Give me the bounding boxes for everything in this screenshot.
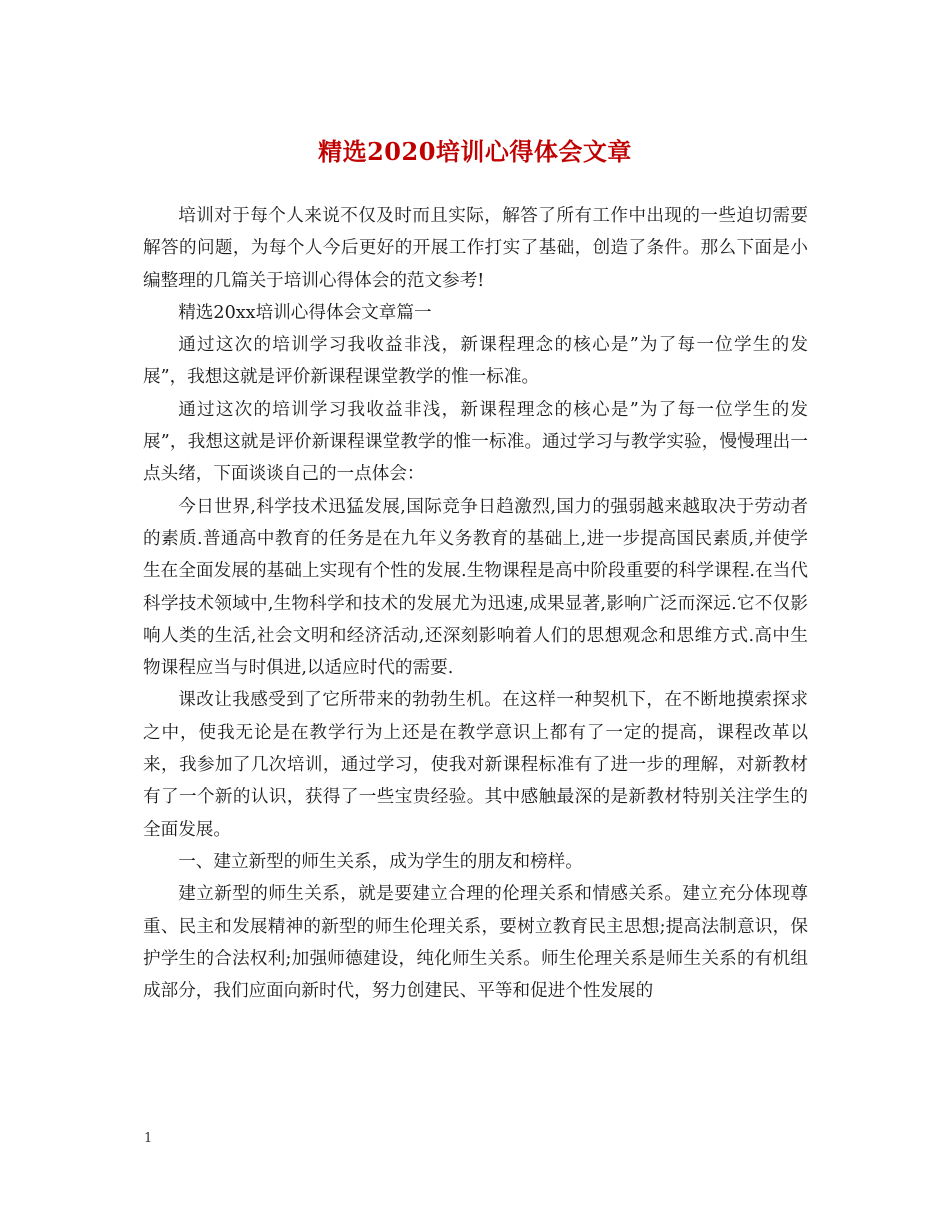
- page-number: 1: [144, 1131, 153, 1146]
- paragraph-intro: 培训对于每个人来说不仅及时而且实际，解答了所有工作中出现的一些迫切需要解答的问题，为每个人今后更好的开展工作打实了基础，创造了条件。那么下面是小编整理的几篇关于培训心得体会的范文参考!: [143, 206, 808, 291]
- paragraph: 通过这次的培训学习我收益非浅，新课程理念的核心是”为了每一位学生的发展”，我想这就是评价新课程课堂教学的惟一标准。通过学习与教学实验，慢慢理出一点头绪，下面谈谈自己的一点体会：: [143, 399, 808, 485]
- paragraph: 今日世界,科学技术迅猛发展,国际竞争日趋激烈,国力的强弱越来越取决于劳动者的素质.普通高中教育的任务是在九年义务教育的基础上,进一步提高国民素质,并使学生在全面发展的基础上实现有个性的发展.生物课程是高中阶段重要的科学课程.在当代科学技术领域中,生物科学和技术的发展尤为迅速,成果显著,影响广泛而深远.它不仅影响人类的生活,社会文明和经济活动,还深刻影响着人们的思想观念和思维方式.高中生物课程应当与时俱进,以适应时代的需要.: [143, 496, 808, 679]
- subsection-heading: 一、建立新型的师生关系，成为学生的朋友和榜样。: [178, 851, 583, 872]
- paragraph: 建立新型的师生关系，就是要建立合理的伦理关系和情感关系。建立充分体现尊重、民主和发展精神的新型的师生伦理关系，要树立教育民主思想;提高法制意识，保护学生的合法权利;加强师德建设，纯化师生关系。师生伦理关系是师生关系的有机组成部分，我们应面向新时代，努力创建民、平等和促进个性发展的: [143, 884, 808, 1002]
- page-title: 精选2020培训心得体会文章: [318, 137, 632, 166]
- section-heading: 精选20xx培训心得体会文章篇一: [178, 302, 432, 323]
- document-body: [143, 200, 808, 1007]
- paragraph: 通过这次的培训学习我收益非浅，新课程理念的核心是”为了每一位学生的发展”，我想这就是评价新课程课堂教学的惟一标准。: [143, 335, 808, 388]
- paragraph: 课改让我感受到了它所带来的勃勃生机。在这样一种契机下，在不断地摸索探求之中，使我无论是在教学行为上还是在教学意识上都有了一定的提高，课程改革以来，我参加了几次培训，通过学习，使我对新课程标准有了进一步的理解，对新教材有了一个新的认识，获得了一些宝贵经验。其中感触最深的是新教材特别关注学生的全面发展。: [143, 690, 808, 840]
